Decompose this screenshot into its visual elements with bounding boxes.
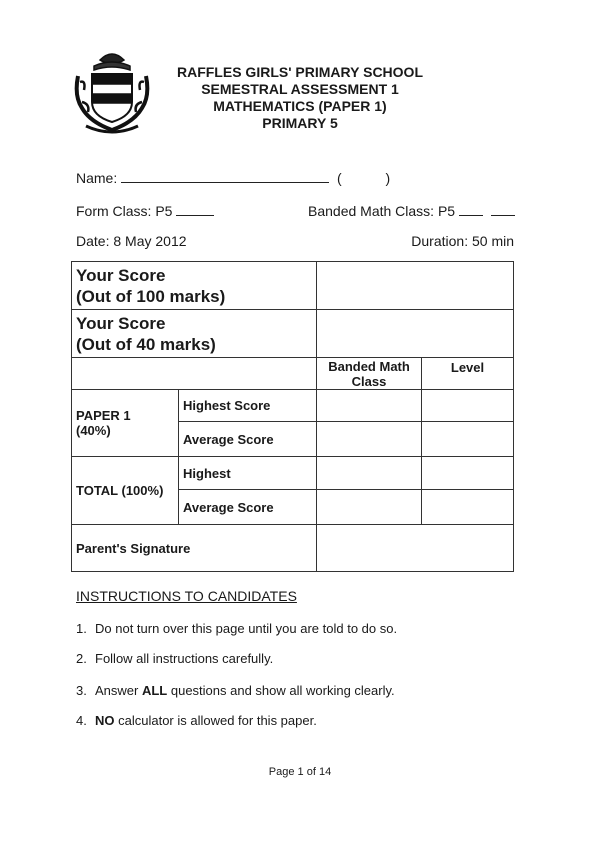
total-average-level-cell[interactable] bbox=[422, 490, 514, 525]
name-blank[interactable] bbox=[121, 170, 329, 183]
total-highest-banded-cell[interactable] bbox=[317, 457, 422, 490]
date-field: Date: 8 May 2012 bbox=[76, 233, 187, 249]
total-label: TOTAL (100%) bbox=[72, 457, 179, 525]
total-average-banded-cell[interactable] bbox=[317, 490, 422, 525]
instruction-item: 3. Answer ALL questions and show all working clearly. bbox=[76, 683, 395, 698]
form-class-blank[interactable] bbox=[176, 203, 214, 216]
duration-field: Duration: 50 min bbox=[411, 233, 514, 249]
parent-signature-cell[interactable] bbox=[317, 525, 514, 572]
name-label: Name: bbox=[76, 170, 118, 186]
banded-class-blank-1[interactable] bbox=[459, 203, 483, 216]
school-crest-logo bbox=[72, 46, 152, 136]
form-class-field bbox=[76, 203, 214, 219]
paper1-highest-score-label: Highest Score bbox=[179, 390, 317, 422]
name-field bbox=[76, 170, 390, 186]
score-100-label: Your Score (Out of 100 marks) bbox=[72, 262, 317, 310]
parent-signature-label: Parent's Signature bbox=[72, 525, 317, 572]
total-highest-label: Highest bbox=[179, 457, 317, 490]
school-name: RAFFLES GIRLS' PRIMARY SCHOOL bbox=[176, 64, 423, 80]
paper1-average-banded-cell[interactable] bbox=[317, 422, 422, 457]
banded-class-label: Banded Math Class: P5 bbox=[308, 203, 456, 219]
register-paren-open: ( bbox=[337, 170, 342, 186]
instructions-title: INSTRUCTIONS TO CANDIDATES bbox=[76, 588, 297, 604]
score-40-cell[interactable] bbox=[317, 310, 514, 358]
score-40-label: Your Score (Out of 40 marks) bbox=[72, 310, 317, 358]
form-class-label: Form Class: P5 bbox=[76, 203, 173, 219]
col-banded-math-class: Banded Math Class bbox=[317, 358, 422, 390]
paper1-highest-banded-cell[interactable] bbox=[317, 390, 422, 422]
instruction-item: 1. Do not turn over this page until you are told to do so. bbox=[76, 621, 398, 636]
paper1-average-score-label: Average Score bbox=[179, 422, 317, 457]
paper1-label: PAPER 1 (40%) bbox=[72, 390, 179, 457]
exam-header bbox=[150, 64, 450, 132]
header-empty-cell bbox=[72, 358, 317, 390]
paper1-average-level-cell[interactable] bbox=[422, 422, 514, 457]
subject-title: MATHEMATICS (PAPER 1) bbox=[213, 98, 387, 114]
register-paren-close: ) bbox=[385, 170, 391, 186]
banded-class-blank-2[interactable] bbox=[491, 203, 515, 216]
assessment-title: SEMESTRAL ASSESSMENT 1 bbox=[201, 81, 399, 97]
banded-class-field bbox=[308, 203, 515, 219]
page-number: Page 1 of 14 bbox=[268, 766, 332, 778]
score-100-cell[interactable] bbox=[317, 262, 514, 310]
total-highest-level-cell[interactable] bbox=[422, 457, 514, 490]
paper1-highest-level-cell[interactable] bbox=[422, 390, 514, 422]
instruction-item: 4. NO calculator is allowed for this paper. bbox=[76, 713, 317, 728]
col-level: Level bbox=[422, 358, 514, 390]
level-title: PRIMARY 5 bbox=[262, 115, 338, 131]
total-average-score-label: Average Score bbox=[179, 490, 317, 525]
score-table bbox=[71, 261, 514, 572]
instruction-item: 2. Follow all instructions carefully. bbox=[76, 651, 274, 666]
